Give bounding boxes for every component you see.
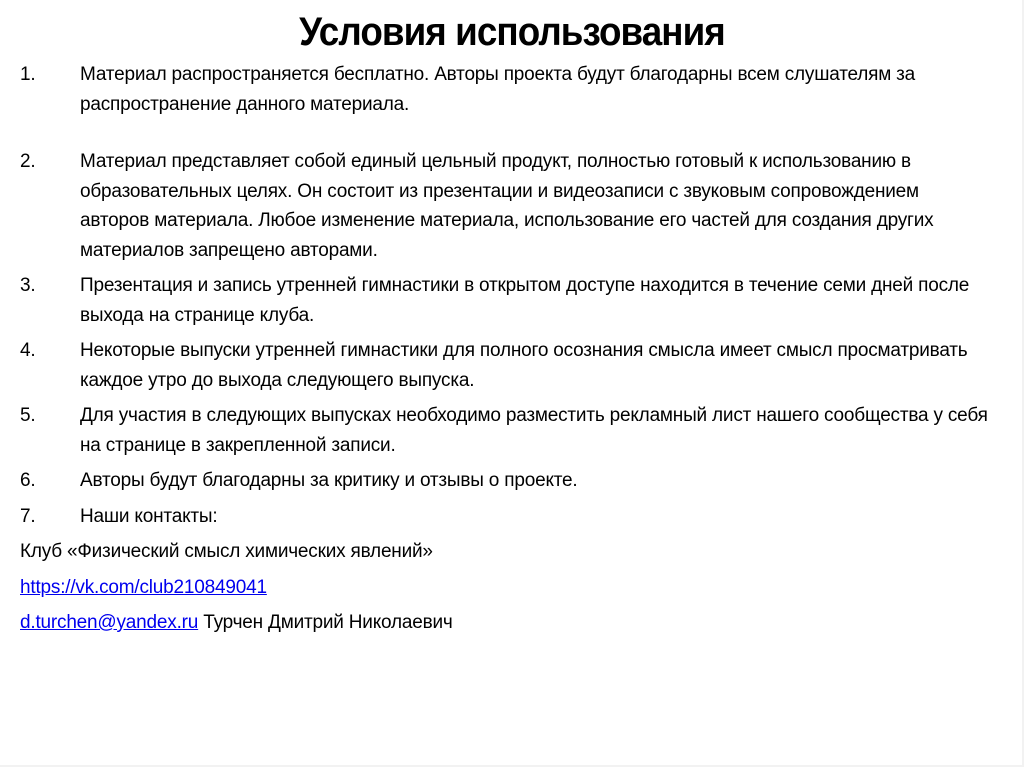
club-name: Клуб «Физический смысл химических явлений» — [20, 541, 433, 562]
vk-link-row — [20, 573, 1010, 603]
list-text: Материал представляет собой единый цельный продукт, полностью готовый к использованию в образовательных целях. Он состоит из презентации и видеозаписи с звуковым сопровождением авторов материала. Любое изменение материала, использование его частей для создания других материалов запрещено авторами. — [80, 151, 934, 261]
list-number: 2. — [20, 151, 36, 172]
list-text: Наши контакты: — [80, 505, 218, 527]
list-text: Презентация и запись утренней гимнастики в открытом доступе находится в течение семи дней после выхода на странице клуба. — [80, 275, 970, 326]
list-number: 7. — [20, 505, 36, 527]
author-name: Турчен Дмитрий Николаевич — [198, 612, 453, 633]
terms-list — [20, 60, 1010, 638]
list-number: 3. — [20, 275, 36, 296]
list-item-6 — [20, 466, 1010, 496]
list-text: Материал распространяется бесплатно. Авторы проекта будут благодарны всем слушателям за распространение данного материала. — [80, 64, 916, 115]
list-number: 5. — [20, 405, 36, 426]
email-link[interactable]: d.turchen@yandex.ru — [20, 612, 199, 633]
list-text: Некоторые выпуски утренней гимнастики для полного осознания смысла имеет смысл просматривать каждое утро до выхода следующего выпуска. — [80, 340, 968, 391]
list-item-1 — [20, 60, 1010, 119]
list-text: Авторы будут благодарны за критику и отзывы о проекте. — [80, 470, 578, 491]
vk-link[interactable]: https://vk.com/club210849041 — [20, 576, 267, 598]
list-number: 4. — [20, 340, 36, 361]
email-row — [20, 608, 1010, 638]
list-item-2 — [20, 147, 1010, 265]
page-title: Условия использования — [299, 10, 725, 54]
list-item-4 — [20, 336, 1010, 395]
list-number: 6. — [20, 470, 36, 491]
list-item-5 — [20, 401, 1010, 460]
list-item-7 — [20, 502, 1010, 532]
list-text: Для участия в следующих выпусках необходимо разместить рекламный лист нашего сообщества у себя на странице в закрепленной записи. — [80, 405, 988, 456]
list-number: 1. — [20, 64, 36, 85]
list-item-3 — [20, 271, 1010, 330]
